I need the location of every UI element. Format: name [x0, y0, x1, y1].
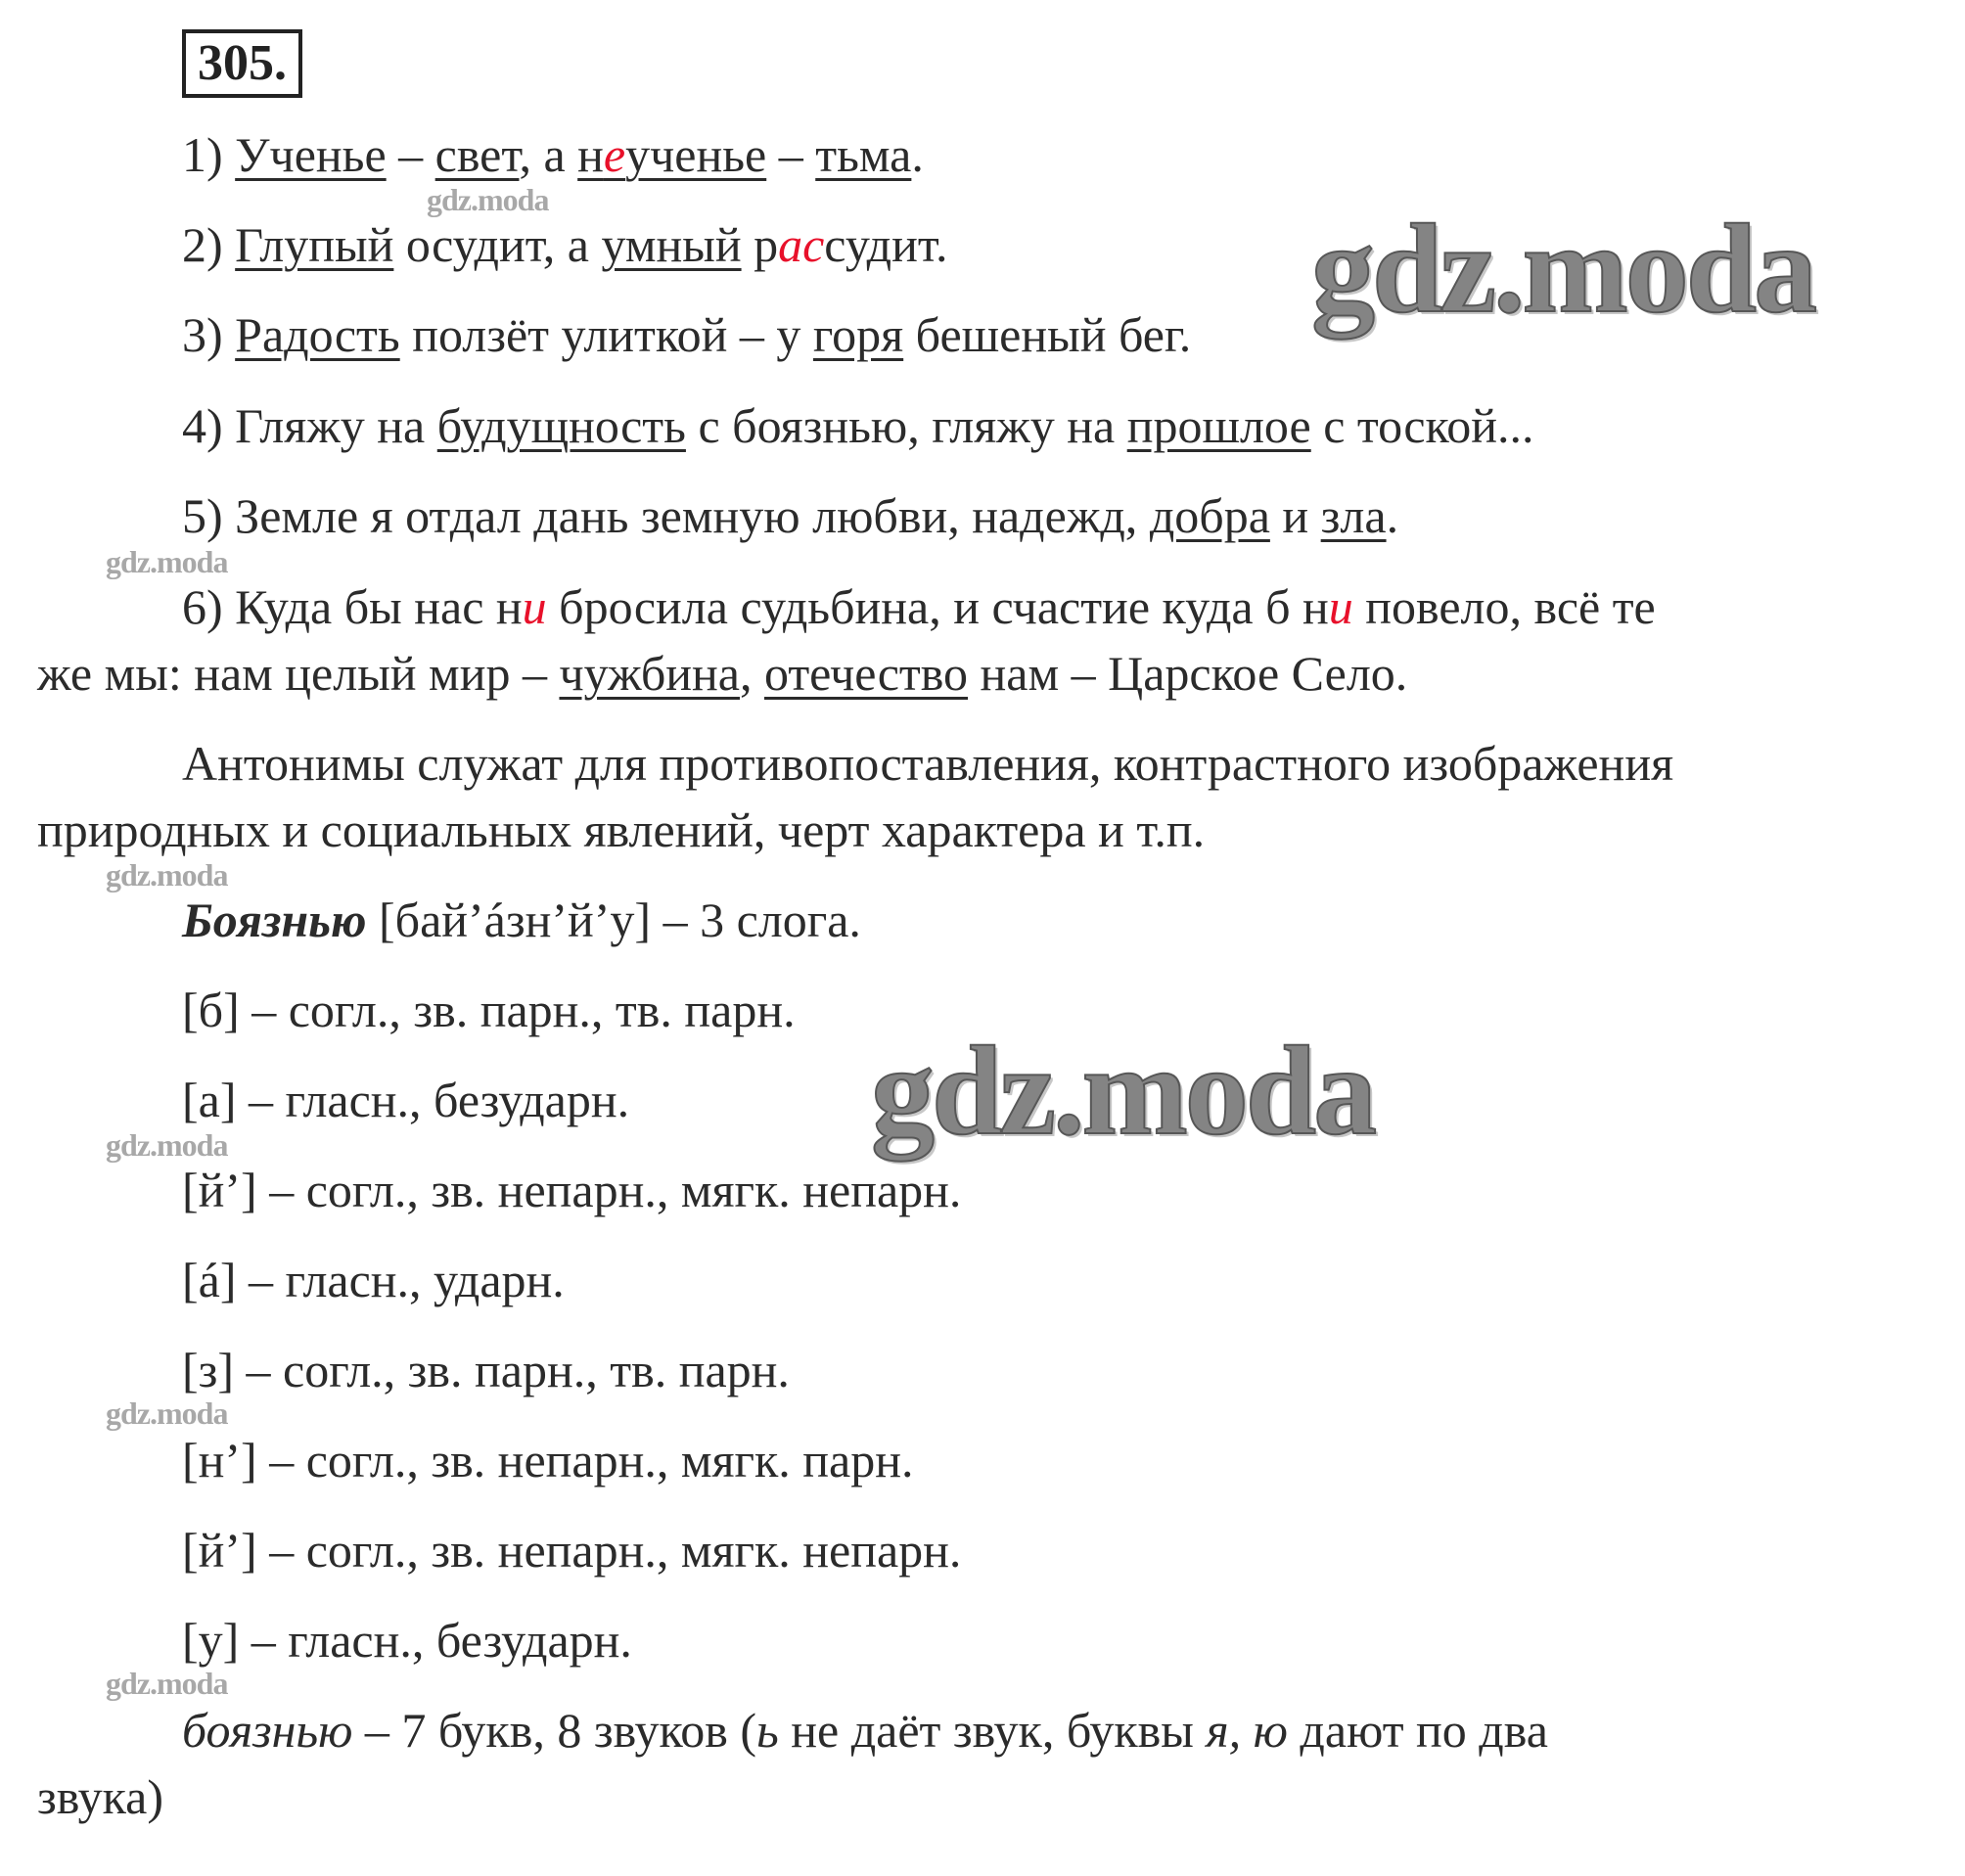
text-fragment: . [1386, 488, 1399, 543]
word-zla: зла [1320, 488, 1387, 543]
sound-item: [й’] – согл., зв. непарн., мягк. непарн. [182, 1523, 962, 1578]
watermark-small: gdz.moda [106, 1127, 228, 1163]
sentence-6-line-2 [37, 644, 1407, 703]
text-fragment: не даёт звук, буквы [778, 1703, 1207, 1758]
summary-line-2: звука) [37, 1769, 164, 1824]
word-chuzhbina: чужбина [559, 646, 740, 701]
summary-line-1 [182, 1701, 1548, 1760]
text-fragment: ученье [625, 127, 767, 182]
soft-sign: ь [756, 1703, 779, 1758]
sentence-4 [182, 396, 1534, 455]
sound-item: [з] – согл., зв. парн., тв. парн. [182, 1343, 790, 1397]
word-dobra: добра [1149, 488, 1270, 543]
watermark-small: gdz.moda [427, 182, 549, 217]
watermark-small: gdz.moda [106, 857, 228, 892]
watermark-small: gdz.moda [106, 544, 228, 579]
highlight-letter: и [1328, 579, 1353, 634]
analysis-word: Боязнью [182, 892, 367, 947]
text-fragment: , а [519, 127, 578, 182]
sentence-5 [182, 486, 1398, 545]
word-otechestvo: отечество [763, 646, 969, 701]
text-fragment [742, 217, 754, 272]
text-fragment: с боязнью, гляжу на [685, 398, 1127, 453]
text-fragment: и [1269, 488, 1321, 543]
word-radost: Радость [235, 307, 400, 362]
highlight-letter: и [522, 579, 547, 634]
text-fragment: ползёт улиткой – у [399, 307, 813, 362]
sentence-1 [182, 125, 924, 184]
sentence-3-number: 3) [182, 307, 236, 362]
text-fragment: судит. [824, 217, 948, 272]
sound-item: [а] – гласн., безударн. [182, 1073, 630, 1127]
highlight-letter: е [603, 127, 626, 182]
word-glupyi: Глупый [235, 217, 394, 272]
watermark-small: gdz.moda [106, 1666, 228, 1701]
watermark-big: gdz.moda [1311, 199, 1815, 340]
text-fragment: Куда бы нас н [235, 579, 523, 634]
text-fragment: н [577, 127, 604, 182]
text-fragment: р [754, 217, 779, 272]
sentence-6-line-1 [182, 577, 1656, 636]
paragraph-line-2: природных и социальных явлений, черт характера и т.п. [37, 802, 1206, 857]
sentence-5-number: 5) [182, 488, 236, 543]
text-fragment: повело, всё те [1352, 579, 1656, 634]
text-fragment: Земле я отдал дань земную любви, надежд, [235, 488, 1150, 543]
word-gorya: горя [812, 307, 904, 362]
text-fragment: нам – Царское Село. [968, 646, 1408, 701]
letters-ya-yu: я, ю [1206, 1703, 1288, 1758]
text-fragment: бросила судьбина, и счастие куда б н [546, 579, 1329, 634]
text-fragment: Гляжу на [235, 398, 437, 453]
text-fragment: – 7 букв, 8 звуков ( [352, 1703, 756, 1758]
analysis-heading [182, 891, 861, 949]
sound-item: [н’] – согл., зв. непарн., мягк. парн. [182, 1433, 914, 1487]
word-budushchnost: будущность [436, 398, 686, 453]
text-fragment: . [911, 127, 924, 182]
text-fragment: дают по два [1287, 1703, 1548, 1758]
text-fragment: – [386, 127, 435, 182]
highlight-letters: ас [778, 217, 825, 272]
transcription: [бай’áзн’й’у] – 3 слога. [366, 892, 861, 947]
word-proshloe: прошлое [1126, 398, 1311, 453]
word-uchenye: Ученье [235, 127, 387, 182]
sentence-6-number: 6) [182, 579, 236, 634]
sound-item: [б] – согл., зв. парн., тв. парн. [182, 983, 796, 1037]
sound-item: [у] – гласн., безударн. [182, 1613, 632, 1668]
watermark-big: gdz.moda [871, 1021, 1375, 1162]
word-tma: тьма [815, 127, 912, 182]
paragraph-line-1: Антонимы служат для противопоставления, контрастного изображения [182, 736, 1674, 791]
sentence-3 [182, 305, 1191, 364]
word-svet: свет [434, 127, 520, 182]
sound-item: [й’] – согл., зв. непарн., мягк. непарн. [182, 1163, 962, 1217]
sentence-1-number: 1) [182, 127, 236, 182]
text-fragment: , [739, 646, 764, 701]
word-neuchenye [577, 127, 766, 182]
text-fragment: бешеный бег. [903, 307, 1192, 362]
task-number: 305. [182, 29, 302, 98]
watermark-small: gdz.moda [106, 1396, 228, 1431]
text-fragment: с тоской... [1310, 398, 1534, 453]
text-fragment: же мы: нам целый мир – [37, 646, 560, 701]
summary-word: боязнью [182, 1703, 353, 1758]
sound-item: [á] – гласн., ударн. [182, 1253, 565, 1307]
sentence-2 [182, 215, 947, 274]
text-fragment: осудит, а [393, 217, 602, 272]
word-umnyi: умный [601, 217, 742, 272]
sentence-2-number: 2) [182, 217, 236, 272]
text-fragment: – [766, 127, 816, 182]
sentence-4-number: 4) [182, 398, 236, 453]
